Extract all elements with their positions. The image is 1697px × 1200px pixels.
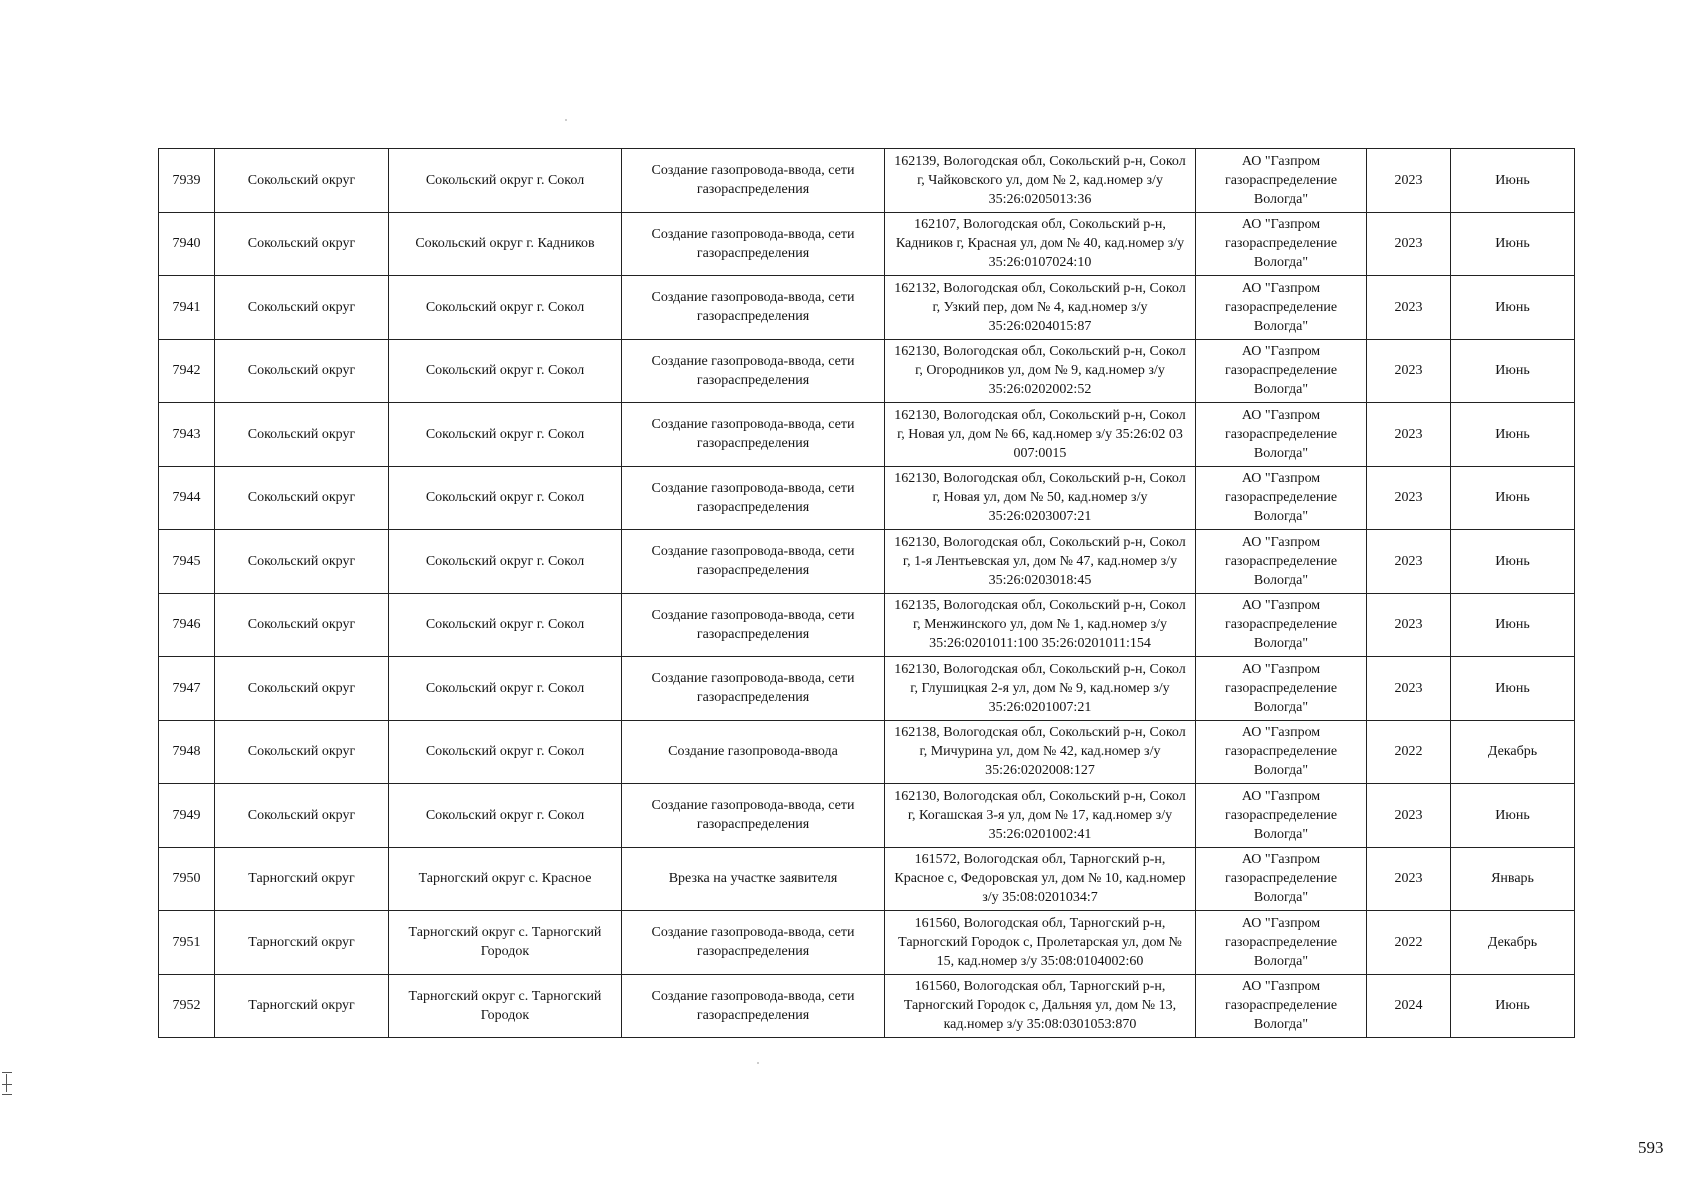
cell-year: 2023 xyxy=(1367,466,1451,530)
cell-settlement: Сокольский округ г. Сокол xyxy=(389,276,622,340)
cell-settlement: Сокольский округ г. Сокол xyxy=(389,593,622,657)
cell-organization: АО "Газпром газораспределение Вологда" xyxy=(1196,149,1367,213)
cell-month: Июнь xyxy=(1451,276,1575,340)
cell-work-type: Создание газопровода-ввода, сети газораспределения xyxy=(622,974,885,1038)
table-row xyxy=(159,784,1575,848)
cell-year: 2024 xyxy=(1367,974,1451,1038)
table-row xyxy=(159,911,1575,975)
cell-organization: АО "Газпром газораспределение Вологда" xyxy=(1196,339,1367,403)
table-body xyxy=(159,149,1575,1038)
cell-month: Июнь xyxy=(1451,530,1575,594)
cell-address: 161560, Вологодская обл, Тарногский р-н, Тарногский Городок с, Пролетарская ул, дом № 15, кад.номер з/у 35:08:0104002:60 xyxy=(885,911,1196,975)
table-row xyxy=(159,530,1575,594)
cell-year: 2023 xyxy=(1367,403,1451,467)
cell-month: Декабрь xyxy=(1451,911,1575,975)
cell-work-type: Создание газопровода-ввода, сети газораспределения xyxy=(622,911,885,975)
cell-work-type: Создание газопровода-ввода, сети газораспределения xyxy=(622,466,885,530)
cell-row-number: 7943 xyxy=(159,403,215,467)
cell-address: 162130, Вологодская обл, Сокольский р-н, Сокол г, Глушицкая 2-я ул, дом № 9, кад.номер з/у 35:26:0201007:21 xyxy=(885,657,1196,721)
cell-row-number: 7952 xyxy=(159,974,215,1038)
cell-organization: АО "Газпром газораспределение Вологда" xyxy=(1196,276,1367,340)
cell-organization: АО "Газпром газораспределение Вологда" xyxy=(1196,466,1367,530)
cell-work-type: Создание газопровода-ввода, сети газораспределения xyxy=(622,784,885,848)
cell-organization: АО "Газпром газораспределение Вологда" xyxy=(1196,720,1367,784)
cell-month: Июнь xyxy=(1451,149,1575,213)
cell-address: 162130, Вологодская обл, Сокольский р-н, Сокол г, Когашская 3-я ул, дом № 17, кад.номер з/у 35:26:0201002:41 xyxy=(885,784,1196,848)
cell-row-number: 7947 xyxy=(159,657,215,721)
cell-district: Сокольский округ xyxy=(215,149,389,213)
cell-address: 162130, Вологодская обл, Сокольский р-н, Сокол г, Новая ул, дом № 50, кад.номер з/у 35:26:0203007:21 xyxy=(885,466,1196,530)
cell-row-number: 7941 xyxy=(159,276,215,340)
cell-district: Тарногский округ xyxy=(215,911,389,975)
cell-year: 2022 xyxy=(1367,911,1451,975)
cell-address: 162130, Вологодская обл, Сокольский р-н, Сокол г, Новая ул, дом № 66, кад.номер з/у 35:26:02 03 007:0015 xyxy=(885,403,1196,467)
cell-address: 162130, Вологодская обл, Сокольский р-н, Сокол г, Огородников ул, дом № 9, кад.номер з/у 35:26:0202002:52 xyxy=(885,339,1196,403)
cell-work-type: Создание газопровода-ввода xyxy=(622,720,885,784)
cell-month: Июнь xyxy=(1451,466,1575,530)
cell-district: Сокольский округ xyxy=(215,212,389,276)
cell-month: Июнь xyxy=(1451,403,1575,467)
table-row xyxy=(159,403,1575,467)
cell-work-type: Создание газопровода-ввода, сети газораспределения xyxy=(622,530,885,594)
cell-settlement: Сокольский округ г. Сокол xyxy=(389,657,622,721)
cell-settlement: Сокольский округ г. Кадников xyxy=(389,212,622,276)
cell-year: 2023 xyxy=(1367,530,1451,594)
cell-settlement: Сокольский округ г. Сокол xyxy=(389,149,622,213)
cell-row-number: 7939 xyxy=(159,149,215,213)
cell-district: Тарногский округ xyxy=(215,847,389,911)
cell-organization: АО "Газпром газораспределение Вологда" xyxy=(1196,784,1367,848)
cell-work-type: Врезка на участке заявителя xyxy=(622,847,885,911)
cell-district: Сокольский округ xyxy=(215,466,389,530)
table-row xyxy=(159,466,1575,530)
cell-district: Сокольский округ xyxy=(215,530,389,594)
cell-district: Сокольский округ xyxy=(215,720,389,784)
cell-month: Декабрь xyxy=(1451,720,1575,784)
gas-connection-table xyxy=(158,148,1575,1038)
cell-district: Сокольский округ xyxy=(215,657,389,721)
page-number: 593 xyxy=(1638,1138,1664,1157)
cell-row-number: 7946 xyxy=(159,593,215,657)
cell-settlement: Сокольский округ г. Сокол xyxy=(389,720,622,784)
cell-settlement: Тарногский округ с. Тарногский Городок xyxy=(389,911,622,975)
cell-settlement: Тарногский округ с. Тарногский Городок xyxy=(389,974,622,1038)
cell-month: Июнь xyxy=(1451,974,1575,1038)
table-row xyxy=(159,339,1575,403)
cell-organization: АО "Газпром газораспределение Вологда" xyxy=(1196,974,1367,1038)
cell-year: 2023 xyxy=(1367,784,1451,848)
cell-year: 2023 xyxy=(1367,593,1451,657)
table-row xyxy=(159,657,1575,721)
cell-district: Тарногский округ xyxy=(215,974,389,1038)
cell-settlement: Сокольский округ г. Сокол xyxy=(389,530,622,594)
cell-row-number: 7945 xyxy=(159,530,215,594)
cell-work-type: Создание газопровода-ввода, сети газораспределения xyxy=(622,149,885,213)
table-row xyxy=(159,212,1575,276)
cell-year: 2023 xyxy=(1367,847,1451,911)
cell-year: 2023 xyxy=(1367,149,1451,213)
cell-row-number: 7948 xyxy=(159,720,215,784)
cell-address: 161560, Вологодская обл, Тарногский р-н, Тарногский Городок с, Дальняя ул, дом № 13, кад.номер з/у 35:08:0301053:870 xyxy=(885,974,1196,1038)
cell-month: Июнь xyxy=(1451,212,1575,276)
cell-organization: АО "Газпром газораспределение Вологда" xyxy=(1196,403,1367,467)
scan-speck xyxy=(565,119,567,121)
cell-month: Январь xyxy=(1451,847,1575,911)
cell-month: Июнь xyxy=(1451,657,1575,721)
cell-work-type: Создание газопровода-ввода, сети газораспределения xyxy=(622,276,885,340)
cell-address: 162135, Вологодская обл, Сокольский р-н, Сокол г, Менжинского ул, дом № 1, кад.номер з/у 35:26:0201011:100 35:26:0201011:154 xyxy=(885,593,1196,657)
cell-organization: АО "Газпром газораспределение Вологда" xyxy=(1196,530,1367,594)
margin-scan-mark xyxy=(2,1066,12,1100)
cell-row-number: 7940 xyxy=(159,212,215,276)
table-row xyxy=(159,974,1575,1038)
cell-organization: АО "Газпром газораспределение Вологда" xyxy=(1196,593,1367,657)
cell-settlement: Сокольский округ г. Сокол xyxy=(389,339,622,403)
table-row xyxy=(159,149,1575,213)
cell-row-number: 7944 xyxy=(159,466,215,530)
table-row xyxy=(159,276,1575,340)
cell-district: Сокольский округ xyxy=(215,593,389,657)
cell-address: 162130, Вологодская обл, Сокольский р-н, Сокол г, 1-я Лентьевская ул, дом № 47, кад.номер з/у 35:26:0203018:45 xyxy=(885,530,1196,594)
cell-district: Сокольский округ xyxy=(215,339,389,403)
cell-row-number: 7951 xyxy=(159,911,215,975)
cell-work-type: Создание газопровода-ввода, сети газораспределения xyxy=(622,339,885,403)
cell-row-number: 7950 xyxy=(159,847,215,911)
cell-month: Июнь xyxy=(1451,339,1575,403)
cell-work-type: Создание газопровода-ввода, сети газораспределения xyxy=(622,403,885,467)
cell-year: 2023 xyxy=(1367,657,1451,721)
cell-organization: АО "Газпром газораспределение Вологда" xyxy=(1196,212,1367,276)
cell-organization: АО "Газпром газораспределение Вологда" xyxy=(1196,657,1367,721)
cell-settlement: Сокольский округ г. Сокол xyxy=(389,784,622,848)
cell-district: Сокольский округ xyxy=(215,784,389,848)
table-row xyxy=(159,720,1575,784)
cell-address: 162139, Вологодская обл, Сокольский р-н, Сокол г, Чайковского ул, дом № 2, кад.номер з/у 35:26:0205013:36 xyxy=(885,149,1196,213)
cell-row-number: 7949 xyxy=(159,784,215,848)
cell-work-type: Создание газопровода-ввода, сети газораспределения xyxy=(622,657,885,721)
cell-settlement: Сокольский округ г. Сокол xyxy=(389,466,622,530)
cell-organization: АО "Газпром газораспределение Вологда" xyxy=(1196,847,1367,911)
cell-month: Июнь xyxy=(1451,593,1575,657)
cell-year: 2023 xyxy=(1367,339,1451,403)
cell-address: 162138, Вологодская обл, Сокольский р-н, Сокол г, Мичурина ул, дом № 42, кад.номер з/у 35:26:0202008:127 xyxy=(885,720,1196,784)
cell-district: Сокольский округ xyxy=(215,403,389,467)
cell-settlement: Сокольский округ г. Сокол xyxy=(389,403,622,467)
scan-speck xyxy=(757,1062,759,1064)
cell-address: 162107, Вологодская обл, Сокольский р-н, Кадников г, Красная ул, дом № 40, кад.номер з/у 35:26:0107024:10 xyxy=(885,212,1196,276)
cell-address: 162132, Вологодская обл, Сокольский р-н, Сокол г, Узкий пер, дом № 4, кад.номер з/у 35:26:0204015:87 xyxy=(885,276,1196,340)
cell-work-type: Создание газопровода-ввода, сети газораспределения xyxy=(622,593,885,657)
cell-year: 2023 xyxy=(1367,212,1451,276)
cell-district: Сокольский округ xyxy=(215,276,389,340)
cell-year: 2022 xyxy=(1367,720,1451,784)
cell-work-type: Создание газопровода-ввода, сети газораспределения xyxy=(622,212,885,276)
cell-month: Июнь xyxy=(1451,784,1575,848)
cell-year: 2023 xyxy=(1367,276,1451,340)
cell-settlement: Тарногский округ с. Красное xyxy=(389,847,622,911)
cell-address: 161572, Вологодская обл, Тарногский р-н, Красное с, Федоровская ул, дом № 10, кад.номер з/у 35:08:0201034:7 xyxy=(885,847,1196,911)
cell-organization: АО "Газпром газораспределение Вологда" xyxy=(1196,911,1367,975)
cell-row-number: 7942 xyxy=(159,339,215,403)
table-row xyxy=(159,847,1575,911)
table-row xyxy=(159,593,1575,657)
